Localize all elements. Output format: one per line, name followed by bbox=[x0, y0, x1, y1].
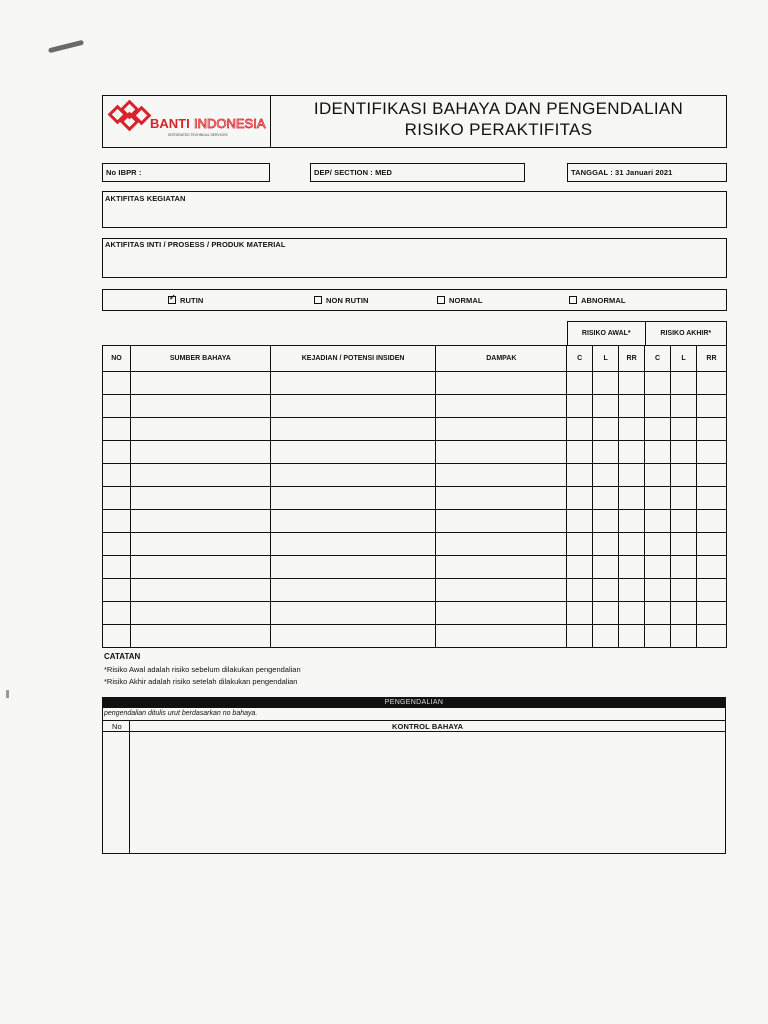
table-cell[interactable] bbox=[103, 372, 131, 395]
no-ibpr-label: No IBPR : bbox=[106, 168, 142, 177]
table-cell[interactable] bbox=[270, 464, 436, 487]
table-cell[interactable] bbox=[103, 579, 131, 602]
table-cell[interactable] bbox=[619, 372, 645, 395]
table-row bbox=[103, 441, 727, 464]
table-cell[interactable] bbox=[671, 510, 697, 533]
col-initial-l: L bbox=[593, 346, 619, 372]
table-cell[interactable] bbox=[645, 510, 671, 533]
table-row bbox=[103, 556, 727, 579]
table-cell[interactable] bbox=[103, 464, 131, 487]
table-cell[interactable] bbox=[270, 579, 436, 602]
table-cell[interactable] bbox=[645, 418, 671, 441]
table-cell[interactable] bbox=[645, 602, 671, 625]
table-cell[interactable] bbox=[130, 579, 270, 602]
core-activity-label: AKTIFITAS INTI / PROSESS / PRODUK MATERIAL bbox=[105, 240, 286, 249]
table-row bbox=[103, 395, 727, 418]
table-cell[interactable] bbox=[103, 533, 131, 556]
table-cell[interactable] bbox=[645, 625, 671, 648]
table-cell[interactable] bbox=[645, 533, 671, 556]
table-cell[interactable] bbox=[696, 464, 726, 487]
table-cell[interactable] bbox=[696, 418, 726, 441]
logo-text-banti: BANTI bbox=[150, 116, 190, 131]
table-cell[interactable] bbox=[567, 510, 593, 533]
col-initial-rr: RR bbox=[619, 346, 645, 372]
table-cell[interactable] bbox=[436, 602, 567, 625]
table-cell[interactable] bbox=[645, 441, 671, 464]
table-row bbox=[103, 602, 727, 625]
table-cell[interactable] bbox=[671, 372, 697, 395]
table-cell[interactable] bbox=[103, 602, 131, 625]
table-cell[interactable] bbox=[270, 602, 436, 625]
table-cell[interactable] bbox=[270, 556, 436, 579]
table-cell[interactable] bbox=[436, 533, 567, 556]
table-cell[interactable] bbox=[270, 395, 436, 418]
col-final-c: C bbox=[645, 346, 671, 372]
checkbox-icon[interactable] bbox=[569, 296, 577, 304]
table-cell[interactable] bbox=[130, 372, 270, 395]
table-cell[interactable] bbox=[130, 602, 270, 625]
table-cell[interactable] bbox=[103, 556, 131, 579]
table-cell[interactable] bbox=[671, 487, 697, 510]
table-cell[interactable] bbox=[593, 487, 619, 510]
table-cell[interactable] bbox=[567, 464, 593, 487]
date-label: TANGGAL : 31 Januari 2021 bbox=[571, 168, 673, 177]
col-impact: DAMPAK bbox=[436, 346, 567, 372]
table-row bbox=[103, 418, 727, 441]
option-rutin[interactable] bbox=[168, 296, 203, 305]
logo-tagline: INTEGRATED TECHNICAL SERVICES bbox=[168, 133, 228, 137]
table-cell[interactable] bbox=[567, 395, 593, 418]
initial-risk-heading: RISIKO AWAL* bbox=[568, 322, 646, 346]
activity-field[interactable] bbox=[102, 191, 727, 228]
table-cell[interactable] bbox=[436, 510, 567, 533]
table-cell[interactable] bbox=[567, 487, 593, 510]
table-cell[interactable] bbox=[593, 625, 619, 648]
table-cell[interactable] bbox=[436, 556, 567, 579]
checkbox-checked-icon[interactable] bbox=[168, 296, 176, 304]
table-cell[interactable] bbox=[270, 533, 436, 556]
risk-table-header bbox=[103, 346, 727, 372]
control-col-control: KONTROL BAHAYA bbox=[392, 722, 464, 731]
option-normal[interactable] bbox=[437, 296, 483, 305]
table-cell[interactable] bbox=[436, 625, 567, 648]
control-col-no: No bbox=[112, 722, 122, 731]
paper-mark bbox=[6, 690, 9, 698]
option-non-rutin[interactable] bbox=[314, 296, 369, 305]
table-cell[interactable] bbox=[103, 418, 131, 441]
table-cell[interactable] bbox=[696, 533, 726, 556]
table-cell[interactable] bbox=[619, 579, 645, 602]
table-cell[interactable] bbox=[130, 418, 270, 441]
table-cell[interactable] bbox=[593, 510, 619, 533]
table-cell[interactable] bbox=[696, 372, 726, 395]
table-cell[interactable] bbox=[593, 464, 619, 487]
table-row bbox=[103, 487, 727, 510]
table-cell[interactable] bbox=[645, 372, 671, 395]
table-cell[interactable] bbox=[436, 441, 567, 464]
table-cell[interactable] bbox=[567, 625, 593, 648]
table-cell[interactable] bbox=[270, 418, 436, 441]
table-cell[interactable] bbox=[671, 579, 697, 602]
col-final-rr: RR bbox=[696, 346, 726, 372]
table-row bbox=[103, 372, 727, 395]
option-non-rutin-label: NON RUTIN bbox=[326, 296, 369, 305]
table-cell[interactable] bbox=[671, 533, 697, 556]
checkbox-icon[interactable] bbox=[314, 296, 322, 304]
table-cell[interactable] bbox=[103, 441, 131, 464]
staple-mark bbox=[48, 40, 84, 54]
table-cell[interactable] bbox=[130, 487, 270, 510]
table-cell[interactable] bbox=[567, 556, 593, 579]
table-cell[interactable] bbox=[619, 418, 645, 441]
table-cell[interactable] bbox=[103, 395, 131, 418]
table-cell[interactable] bbox=[436, 464, 567, 487]
risk-group-header bbox=[567, 321, 727, 346]
table-cell[interactable] bbox=[567, 441, 593, 464]
option-abnormal[interactable] bbox=[569, 296, 626, 305]
table-row bbox=[103, 464, 727, 487]
table-cell[interactable] bbox=[645, 487, 671, 510]
final-risk-heading: RISIKO AKHIR* bbox=[645, 322, 726, 346]
table-cell[interactable] bbox=[619, 441, 645, 464]
table-cell[interactable] bbox=[671, 464, 697, 487]
note-final-risk: *Risiko Akhir adalah risiko setelah dilakukan pengendalian bbox=[104, 677, 298, 686]
logo-text-indonesia: INDONESIA bbox=[194, 116, 266, 131]
control-instruction: pengendalian ditulis urut berdasarkan no bahaya. bbox=[104, 710, 258, 717]
company-logo bbox=[106, 100, 266, 140]
form-title-line2: RISIKO PERAKTIFITAS bbox=[404, 120, 593, 139]
table-cell[interactable] bbox=[130, 510, 270, 533]
table-cell[interactable] bbox=[671, 625, 697, 648]
table-cell[interactable] bbox=[593, 395, 619, 418]
table-cell[interactable] bbox=[593, 579, 619, 602]
table-cell[interactable] bbox=[671, 602, 697, 625]
table-cell[interactable] bbox=[619, 464, 645, 487]
table-cell[interactable] bbox=[645, 579, 671, 602]
table-cell[interactable] bbox=[671, 556, 697, 579]
col-final-l: L bbox=[671, 346, 697, 372]
table-cell[interactable] bbox=[593, 556, 619, 579]
table-cell[interactable] bbox=[645, 395, 671, 418]
table-cell[interactable] bbox=[619, 395, 645, 418]
table-cell[interactable] bbox=[645, 464, 671, 487]
table-cell[interactable] bbox=[593, 418, 619, 441]
table-row bbox=[103, 625, 727, 648]
col-no: NO bbox=[103, 346, 131, 372]
table-cell[interactable] bbox=[130, 533, 270, 556]
table-cell[interactable] bbox=[696, 441, 726, 464]
table-cell[interactable] bbox=[696, 487, 726, 510]
table-cell[interactable] bbox=[130, 464, 270, 487]
table-cell[interactable] bbox=[593, 533, 619, 556]
col-hazard-source: SUMBER BAHAYA bbox=[130, 346, 270, 372]
notes-heading: CATATAN bbox=[104, 652, 141, 661]
dept-label: DEP/ SECTION : MED bbox=[314, 168, 393, 177]
table-cell[interactable] bbox=[130, 556, 270, 579]
table-cell[interactable] bbox=[436, 418, 567, 441]
table-cell[interactable] bbox=[270, 487, 436, 510]
table-cell[interactable] bbox=[130, 625, 270, 648]
banti-logo-icon bbox=[106, 100, 266, 140]
table-cell[interactable] bbox=[696, 579, 726, 602]
option-rutin-label: RUTIN bbox=[180, 296, 204, 305]
table-cell[interactable] bbox=[567, 533, 593, 556]
col-incident: KEJADIAN / POTENSI INSIDEN bbox=[270, 346, 436, 372]
option-normal-label: NORMAL bbox=[449, 296, 483, 305]
table-cell[interactable] bbox=[593, 372, 619, 395]
table-cell[interactable] bbox=[567, 372, 593, 395]
table-cell[interactable] bbox=[619, 602, 645, 625]
table-cell[interactable] bbox=[270, 510, 436, 533]
table-cell[interactable] bbox=[696, 602, 726, 625]
table-cell[interactable] bbox=[619, 510, 645, 533]
table-cell[interactable] bbox=[103, 510, 131, 533]
note-initial-risk: *Risiko Awal adalah risiko sebelum dilakukan pengendalian bbox=[104, 665, 301, 674]
table-cell[interactable] bbox=[619, 625, 645, 648]
table-cell[interactable] bbox=[270, 625, 436, 648]
table-cell[interactable] bbox=[696, 395, 726, 418]
control-entry-area[interactable] bbox=[130, 732, 726, 854]
table-row bbox=[103, 579, 727, 602]
table-cell[interactable] bbox=[671, 395, 697, 418]
form-title-line1: IDENTIFIKASI BAHAYA DAN PENGENDALIAN bbox=[313, 99, 684, 118]
table-cell[interactable] bbox=[696, 510, 726, 533]
risk-table-body bbox=[103, 372, 727, 648]
table-cell[interactable] bbox=[436, 487, 567, 510]
table-cell[interactable] bbox=[270, 372, 436, 395]
risk-table bbox=[102, 345, 727, 648]
table-cell[interactable] bbox=[130, 441, 270, 464]
table-cell[interactable] bbox=[436, 372, 567, 395]
table-cell[interactable] bbox=[436, 579, 567, 602]
table-cell[interactable] bbox=[567, 418, 593, 441]
option-abnormal-label: ABNORMAL bbox=[581, 296, 626, 305]
table-cell[interactable] bbox=[436, 395, 567, 418]
table-cell[interactable] bbox=[696, 556, 726, 579]
table-cell[interactable] bbox=[619, 533, 645, 556]
table-cell[interactable] bbox=[671, 418, 697, 441]
table-cell[interactable] bbox=[103, 625, 131, 648]
table-cell[interactable] bbox=[270, 441, 436, 464]
table-row bbox=[103, 533, 727, 556]
table-cell[interactable] bbox=[103, 487, 131, 510]
table-cell[interactable] bbox=[671, 441, 697, 464]
table-cell[interactable] bbox=[619, 556, 645, 579]
col-initial-c: C bbox=[567, 346, 593, 372]
table-cell[interactable] bbox=[593, 602, 619, 625]
table-cell[interactable] bbox=[567, 579, 593, 602]
table-cell[interactable] bbox=[696, 625, 726, 648]
table-cell[interactable] bbox=[619, 487, 645, 510]
table-cell[interactable] bbox=[130, 395, 270, 418]
activity-label: AKTIFITAS KEGIATAN bbox=[105, 194, 186, 203]
checkbox-icon[interactable] bbox=[437, 296, 445, 304]
table-cell[interactable] bbox=[567, 602, 593, 625]
control-section-header: PENGENDALIAN bbox=[102, 697, 726, 708]
table-cell[interactable] bbox=[645, 556, 671, 579]
table-cell[interactable] bbox=[593, 441, 619, 464]
table-row bbox=[103, 510, 727, 533]
